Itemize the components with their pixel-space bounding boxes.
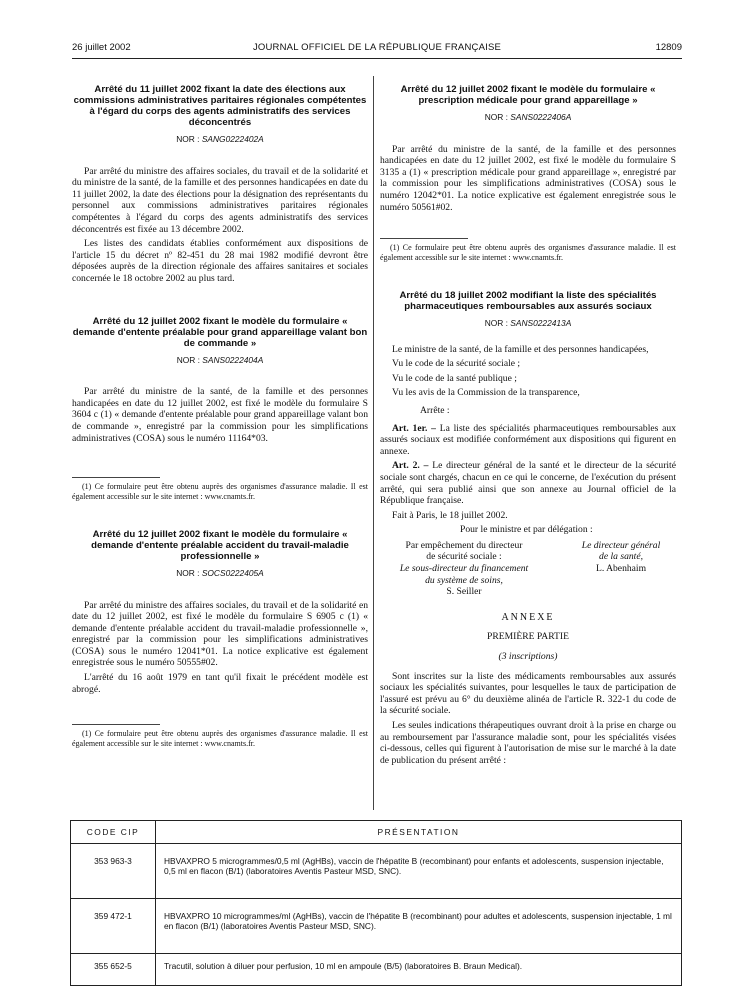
- column-separator: [373, 76, 374, 810]
- article-grand-appareillage-bon-commande: [72, 316, 368, 501]
- signatures: [380, 540, 676, 598]
- article-title: Arrêté du 18 juillet 2002 modifiant la liste des spécialités pharmaceutiques remboursables aux assurés sociaux: [399, 289, 657, 312]
- article-paragraph: Par arrêté du ministre des affaires sociales, du travail et de la solidarité et du ministre de la santé, de la famille et des personnes handicapées en date du 11 juillet 2002, la date des élections pour la désignation des représentants du personnel aux commissions administratives paritaires régionales compétentes à l'égard du corps des agents administratifs des services déconcentrés est fixée au 13 décembre 2002.: [72, 165, 368, 235]
- article-paragraph: Par arrêté du ministre des affaires sociales, du travail et de la solidarité en date du 12 juillet 2002, est fixé le modèle du formulaire S 6905 c (1) « demande d'entente préalable accident du travail-maladie professionnelle », enregistré par la commission pour les simplifications administratives (COSA) sous le numéro 12041*01. La notice explicative est également enregistrée sous le numéro 50555#02.: [72, 599, 368, 669]
- cell-code-cip: 355 652-5: [71, 954, 156, 986]
- article-title: Arrêté du 11 juillet 2002 fixant la date des élections aux commissions administratives paritaires régionales compétentes à l'égard du corps des agents administratifs des services déconcentrés: [73, 84, 367, 128]
- cell-code-cip: 353 963-3: [71, 844, 156, 899]
- column-header-code-cip: CODE CIP: [71, 821, 156, 844]
- presentation-table: [70, 820, 682, 986]
- table-row: [71, 899, 682, 954]
- cell-presentation: Tracutil, solution à diluer pour perfusion, 10 ml en ampoule (B/5) (laboratoires B. Braun Medical).: [156, 954, 682, 986]
- header-rule: [72, 58, 682, 59]
- footnote: (1) Ce formulaire peut être obtenu auprès des organismes d'assurance maladie. Il est également accessible sur le site internet : www.cnamts.fr.: [380, 243, 676, 262]
- article-paragraph: L'arrêté du 16 août 1979 en tant qu'il fixait le précédent modèle est abrogé.: [72, 672, 368, 695]
- nor-reference: NOR : SANG0222402A: [176, 134, 264, 144]
- page-header: [72, 42, 682, 56]
- nor-reference: NOR : SANS0222406A: [484, 112, 572, 122]
- article-prescription-medicale: [380, 84, 676, 262]
- annexe-heading: ANNEXE: [501, 611, 555, 623]
- footnote: (1) Ce formulaire peut être obtenu auprès des organismes d'assurance maladie. Il est également accessible sur le site internet : www.cnamts.fr.: [72, 482, 368, 501]
- annexe-paragraph: Les seules indications thérapeutiques ouvrant droit à la prise en charge ou au remboursement par l'assurance maladie sont, pour les spécialités visées ci-dessous, celles qui figurent à l'autorisation de mise sur le marché à la date de publication du présent arrêté :: [380, 720, 676, 766]
- visa-line: Vu le code de la santé publique ;: [392, 372, 517, 384]
- signatory-name: L. Abenhaim: [595, 563, 647, 575]
- signatory-name: S. Seiller: [446, 586, 482, 598]
- right-column: [380, 84, 676, 769]
- article-paragraph: Les listes des candidats établies conformément aux dispositions de l'article 15 du décret nº 82-451 du 28 mai 1982 modifié devront être déposées auprès de la direction régionale des affaires sanitaires et sociales concernée le 18 octobre 2002 au plus tard.: [72, 238, 368, 284]
- nor-reference: NOR : SANS0222413A: [484, 317, 572, 328]
- footnote-rule: [72, 724, 160, 725]
- inscriptions-count: (3 inscriptions): [498, 651, 558, 663]
- article-title: Arrêté du 12 juillet 2002 fixant le modèle du formulaire « demande d'entente préalable accident du travail-maladie professionnelle »: [91, 528, 349, 562]
- article-paragraph: Par arrêté du ministre de la santé, de la famille et des personnes handicapées en date du 12 juillet 2002, est fixé le modèle du formulaire S 3135 a (1) « prescription médicale pour grand appareillage », enregistré par la commission pour les simplifications administratives (COSA) sous le numéro 12042*01. La notice explicative est également enregistrée sous le numéro 50561#02.: [380, 143, 676, 213]
- article-title: Arrêté du 12 juillet 2002 fixant le modèle du formulaire « prescription médicale pour grand appareillage »: [400, 84, 656, 106]
- article-2: Art. 2. – Le directeur général de la santé et le directeur de la sécurité sociale sont chargés, chacun en ce qui le concerne, de l'exécution du présent arrêté, qui sera publié ainsi que son annexe au Journal officiel de la République française.: [380, 460, 676, 507]
- article-elections: [72, 84, 368, 285]
- column-header-presentation: PRÉSENTATION: [156, 821, 682, 844]
- table-header-row: [71, 821, 682, 844]
- annexe-paragraph: Sont inscrites sur la liste des médicaments remboursables aux assurés sociaux les spécialités suivantes, pour lesquelles le taux de participation de l'assuré est prévu au 6° du deuxième alinéa de l'article R. 322-1 du code de la sécurité sociale.: [380, 670, 676, 717]
- signature-right: Le directeur général de la santé, L. Abenhaim: [566, 540, 676, 598]
- intro-paragraph: Le ministre de la santé, de la famille et des personnes handicapées,: [392, 343, 649, 355]
- footnote-rule: [72, 477, 160, 478]
- visa-line: Vu le code de la sécurité sociale ;: [392, 358, 521, 370]
- article-1: Art. 1er. – La liste des spécialités pharmaceutiques remboursables aux assurés sociaux est modifiée conformément aux dispositions qui figurent en annexe.: [380, 422, 676, 457]
- cell-presentation: HBVAXPRO 10 microgrammes/ml (AgHBs), vaccin de l'hépatite B (recombinant) pour adultes et adolescents, suspension injectable, 1 ml en flacon (B/1) (laboratoires Aventis Pasteur MSD, SNC).: [156, 899, 682, 954]
- table-row: [71, 954, 682, 986]
- visa-line: Vu les avis de la Commission de la transparence,: [392, 387, 580, 399]
- header-journal-title: JOURNAL OFFICIEL DE LA RÉPUBLIQUE FRANÇAISE: [252, 42, 502, 53]
- nor-reference: NOR : SOCS0222405A: [176, 567, 264, 578]
- article-accident-travail: [72, 529, 368, 748]
- article-specialites-pharmaceutiques: [380, 290, 676, 766]
- partie-heading: PREMIÈRE PARTIE: [487, 631, 569, 643]
- par-delegation: Pour le ministre et par délégation :: [460, 524, 593, 536]
- left-column: [72, 84, 368, 748]
- nor-reference: NOR : SANS0222404A: [176, 354, 264, 365]
- table-row: [71, 844, 682, 899]
- signature-left: Par empêchement du directeur de sécurité sociale : Le sous-directeur du financement du système de soins, S. Seiller: [380, 540, 548, 598]
- cell-code-cip: 359 472-1: [71, 899, 156, 954]
- arrete-line: Arrête :: [420, 404, 450, 416]
- fait-a-paris: Fait à Paris, le 18 juillet 2002.: [392, 509, 508, 521]
- header-date: 26 juillet 2002: [72, 42, 131, 53]
- article-paragraph: Par arrêté du ministre de la santé, de la famille et des personnes handicapées en date du 12 juillet 2002, est fixé le modèle du formulaire S 3604 c (1) « demande d'entente préalable pour grand appareillage valant bon de commande », enregistré par la commission pour les simplifications administratives (COSA) sous le numéro 11164*03.: [72, 386, 368, 444]
- cell-presentation: HBVAXPRO 5 microgrammes/0,5 ml (AgHBs), vaccin de l'hépatite B (recombinant) pour enfants et adolescents, suspension injectable, 0,5 ml en flacon (B/1) (laboratoires Aventis Pasteur MSD, SNC).: [156, 844, 682, 899]
- header-page-number: 12809: [655, 42, 682, 53]
- footnote: (1) Ce formulaire peut être obtenu auprès des organismes d'assurance maladie. Il est également accessible sur le site internet : www.cnamts.fr.: [72, 729, 368, 748]
- article-title: Arrêté du 12 juillet 2002 fixant le modèle du formulaire « demande d'entente préalable pour grand appareillage valant bon de commande »: [72, 315, 368, 349]
- footnote-rule: [380, 238, 468, 239]
